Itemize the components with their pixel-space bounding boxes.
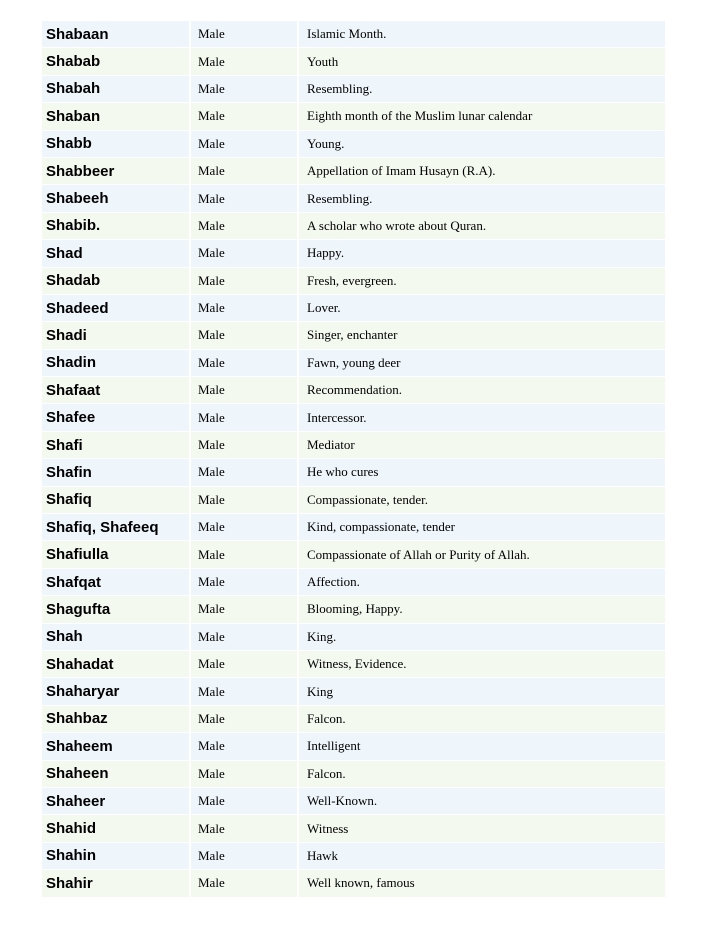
- meaning-cell: Witness, Evidence.: [299, 651, 667, 678]
- name-cell: Shagufta: [42, 596, 191, 623]
- meaning-cell: Happy.: [299, 240, 667, 267]
- name-cell: Shafiq, Shafeeq: [42, 514, 191, 541]
- gender-cell: Male: [191, 596, 299, 623]
- meaning-cell: King.: [299, 624, 667, 651]
- table-row: [42, 213, 667, 240]
- gender-cell: Male: [191, 158, 299, 185]
- name-cell: Shafin: [42, 459, 191, 486]
- meaning-cell: Resembling.: [299, 76, 667, 103]
- name-cell: Shabb: [42, 131, 191, 158]
- table-row: [42, 706, 667, 733]
- meaning-cell: Witness: [299, 815, 667, 842]
- name-cell: Shahin: [42, 843, 191, 870]
- gender-cell: Male: [191, 761, 299, 788]
- meaning-cell: Recommendation.: [299, 377, 667, 404]
- meaning-cell: Blooming, Happy.: [299, 596, 667, 623]
- meaning-cell: Appellation of Imam Husayn (R.A).: [299, 158, 667, 185]
- gender-cell: Male: [191, 788, 299, 815]
- table-row: [42, 76, 667, 103]
- table-row: [42, 21, 667, 48]
- table-row: [42, 103, 667, 130]
- table-row: [42, 404, 667, 431]
- gender-cell: Male: [191, 240, 299, 267]
- gender-cell: Male: [191, 322, 299, 349]
- gender-cell: Male: [191, 21, 299, 48]
- table-row: [42, 788, 667, 815]
- meaning-cell: King: [299, 678, 667, 705]
- gender-cell: Male: [191, 733, 299, 760]
- table-row: [42, 514, 667, 541]
- gender-cell: Male: [191, 48, 299, 75]
- table-row: [42, 48, 667, 75]
- meaning-cell: Singer, enchanter: [299, 322, 667, 349]
- meaning-cell: Well known, famous: [299, 870, 667, 897]
- gender-cell: Male: [191, 514, 299, 541]
- gender-cell: Male: [191, 432, 299, 459]
- table-row: [42, 131, 667, 158]
- gender-cell: Male: [191, 843, 299, 870]
- table-row: [42, 569, 667, 596]
- gender-cell: Male: [191, 651, 299, 678]
- table-row: [42, 350, 667, 377]
- table-row: [42, 651, 667, 678]
- names-table-body: [42, 21, 667, 898]
- name-cell: Shabeeh: [42, 185, 191, 212]
- meaning-cell: A scholar who wrote about Quran.: [299, 213, 667, 240]
- meaning-cell: Intelligent: [299, 733, 667, 760]
- table-row: [42, 268, 667, 295]
- meaning-cell: Mediator: [299, 432, 667, 459]
- table-row: [42, 541, 667, 568]
- meaning-cell: Affection.: [299, 569, 667, 596]
- meaning-cell: Islamic Month.: [299, 21, 667, 48]
- gender-cell: Male: [191, 815, 299, 842]
- name-cell: Shadeed: [42, 295, 191, 322]
- name-cell: Shaheen: [42, 761, 191, 788]
- name-cell: Shabaan: [42, 21, 191, 48]
- name-cell: Shaheem: [42, 733, 191, 760]
- gender-cell: Male: [191, 295, 299, 322]
- meaning-cell: Youth: [299, 48, 667, 75]
- table-row: [42, 870, 667, 897]
- gender-cell: Male: [191, 459, 299, 486]
- table-row: [42, 158, 667, 185]
- table-row: [42, 624, 667, 651]
- meaning-cell: Well-Known.: [299, 788, 667, 815]
- gender-cell: Male: [191, 624, 299, 651]
- meaning-cell: Falcon.: [299, 761, 667, 788]
- name-cell: Shafaat: [42, 377, 191, 404]
- name-cell: Shabib.: [42, 213, 191, 240]
- gender-cell: Male: [191, 377, 299, 404]
- name-cell: Shadin: [42, 350, 191, 377]
- table-row: [42, 322, 667, 349]
- gender-cell: Male: [191, 487, 299, 514]
- meaning-cell: Compassionate, tender.: [299, 487, 667, 514]
- name-cell: Shadi: [42, 322, 191, 349]
- name-cell: Shadab: [42, 268, 191, 295]
- name-cell: Shad: [42, 240, 191, 267]
- table-row: [42, 432, 667, 459]
- meaning-cell: Hawk: [299, 843, 667, 870]
- table-row: [42, 761, 667, 788]
- table-row: [42, 733, 667, 760]
- table-row: [42, 678, 667, 705]
- name-cell: Shaharyar: [42, 678, 191, 705]
- gender-cell: Male: [191, 404, 299, 431]
- gender-cell: Male: [191, 131, 299, 158]
- name-cell: Shabab: [42, 48, 191, 75]
- name-cell: Shahadat: [42, 651, 191, 678]
- table-row: [42, 240, 667, 267]
- name-cell: Shaban: [42, 103, 191, 130]
- gender-cell: Male: [191, 268, 299, 295]
- gender-cell: Male: [191, 678, 299, 705]
- gender-cell: Male: [191, 213, 299, 240]
- meaning-cell: Compassionate of Allah or Purity of Allah.: [299, 541, 667, 568]
- table-row: [42, 596, 667, 623]
- names-table: [42, 21, 667, 898]
- table-row: [42, 185, 667, 212]
- gender-cell: Male: [191, 76, 299, 103]
- name-cell: Shafi: [42, 432, 191, 459]
- table-row: [42, 295, 667, 322]
- meaning-cell: Intercessor.: [299, 404, 667, 431]
- table-row: [42, 459, 667, 486]
- name-cell: Shafee: [42, 404, 191, 431]
- meaning-cell: Eighth month of the Muslim lunar calendar: [299, 103, 667, 130]
- name-cell: Shafqat: [42, 569, 191, 596]
- gender-cell: Male: [191, 706, 299, 733]
- name-cell: Shah: [42, 624, 191, 651]
- meaning-cell: Kind, compassionate, tender: [299, 514, 667, 541]
- table-row: [42, 843, 667, 870]
- meaning-cell: Fawn, young deer: [299, 350, 667, 377]
- table-row: [42, 815, 667, 842]
- meaning-cell: He who cures: [299, 459, 667, 486]
- meaning-cell: Lover.: [299, 295, 667, 322]
- name-cell: Shafiq: [42, 487, 191, 514]
- gender-cell: Male: [191, 350, 299, 377]
- table-row: [42, 377, 667, 404]
- name-cell: Shafiulla: [42, 541, 191, 568]
- table-row: [42, 487, 667, 514]
- meaning-cell: Falcon.: [299, 706, 667, 733]
- meaning-cell: Young.: [299, 131, 667, 158]
- gender-cell: Male: [191, 103, 299, 130]
- name-cell: Shahid: [42, 815, 191, 842]
- gender-cell: Male: [191, 185, 299, 212]
- name-cell: Shaheer: [42, 788, 191, 815]
- gender-cell: Male: [191, 541, 299, 568]
- gender-cell: Male: [191, 870, 299, 897]
- name-cell: Shahir: [42, 870, 191, 897]
- name-cell: Shabbeer: [42, 158, 191, 185]
- name-cell: Shabah: [42, 76, 191, 103]
- meaning-cell: Fresh, evergreen.: [299, 268, 667, 295]
- gender-cell: Male: [191, 569, 299, 596]
- name-cell: Shahbaz: [42, 706, 191, 733]
- meaning-cell: Resembling.: [299, 185, 667, 212]
